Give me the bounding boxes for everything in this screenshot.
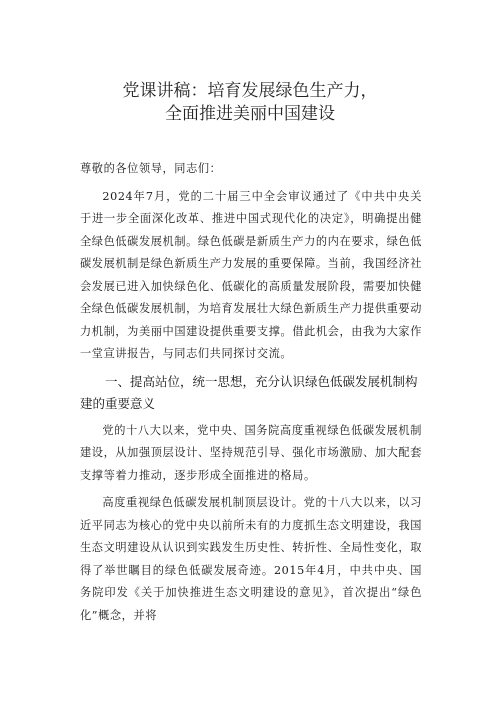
title-line-1: 党课讲稿：培育发展绿色生产力， [122,81,378,101]
document-body [80,158,422,632]
document-title [0,80,500,126]
paragraph-section-1-b: 高度重视绿色低碳发展机制顶层设计。党的十八大以来，以习近平同志为核心的党中央以前所未有的力度抓生态文明建设，我国生态文明建设从认识到实践发生历史性、转折性、全局性变化，取得了举世瞩目的绿色低碳发展奇迹。2015年4月，中共中央、国务院印发《关于加快推进生态文明建设的意见》，首次提出“绿色化”概念，并将 [80,496,422,622]
paragraph-section-1-a: 党的十八大以来，党中央、国务院高度重视绿色低碳发展机制建设，从加强顶层设计、坚持规范引导、强化市场激励、加大配套支撑等着力推动，逐步形成全面推进的格局。 [80,423,422,482]
salutation: 尊敬的各位领导，同志们： [80,162,222,175]
section-heading-1: 一、提高站位，统一思想，充分认识绿色低碳发展机制构建的重要意义 [80,373,418,411]
title-line-2: 全面推进美丽中国建设 [165,104,335,124]
paragraph-intro: 2024年7月，党的二十届三中全会审议通过了《中共中央关于进一步全面深化改革、推进中国式现代化的决定》，明确提出健全绿色低碳发展机制。绿色低碳是新质生产力的内在要求，绿色低碳发展机制是绿色新质生产力发展的重要保障。当前，我国经济社会发展已进入加快绿色化、低碳化的高质量发展阶段，需要加快健全绿色低碳发展机制，为培育发展壮大绿色新质生产力提供重要动力机制，为美丽中国建设提供重要支撑。借此机会，由我为大家作一堂宣讲报告，与同志们共同探讨交流。 [80,189,422,360]
